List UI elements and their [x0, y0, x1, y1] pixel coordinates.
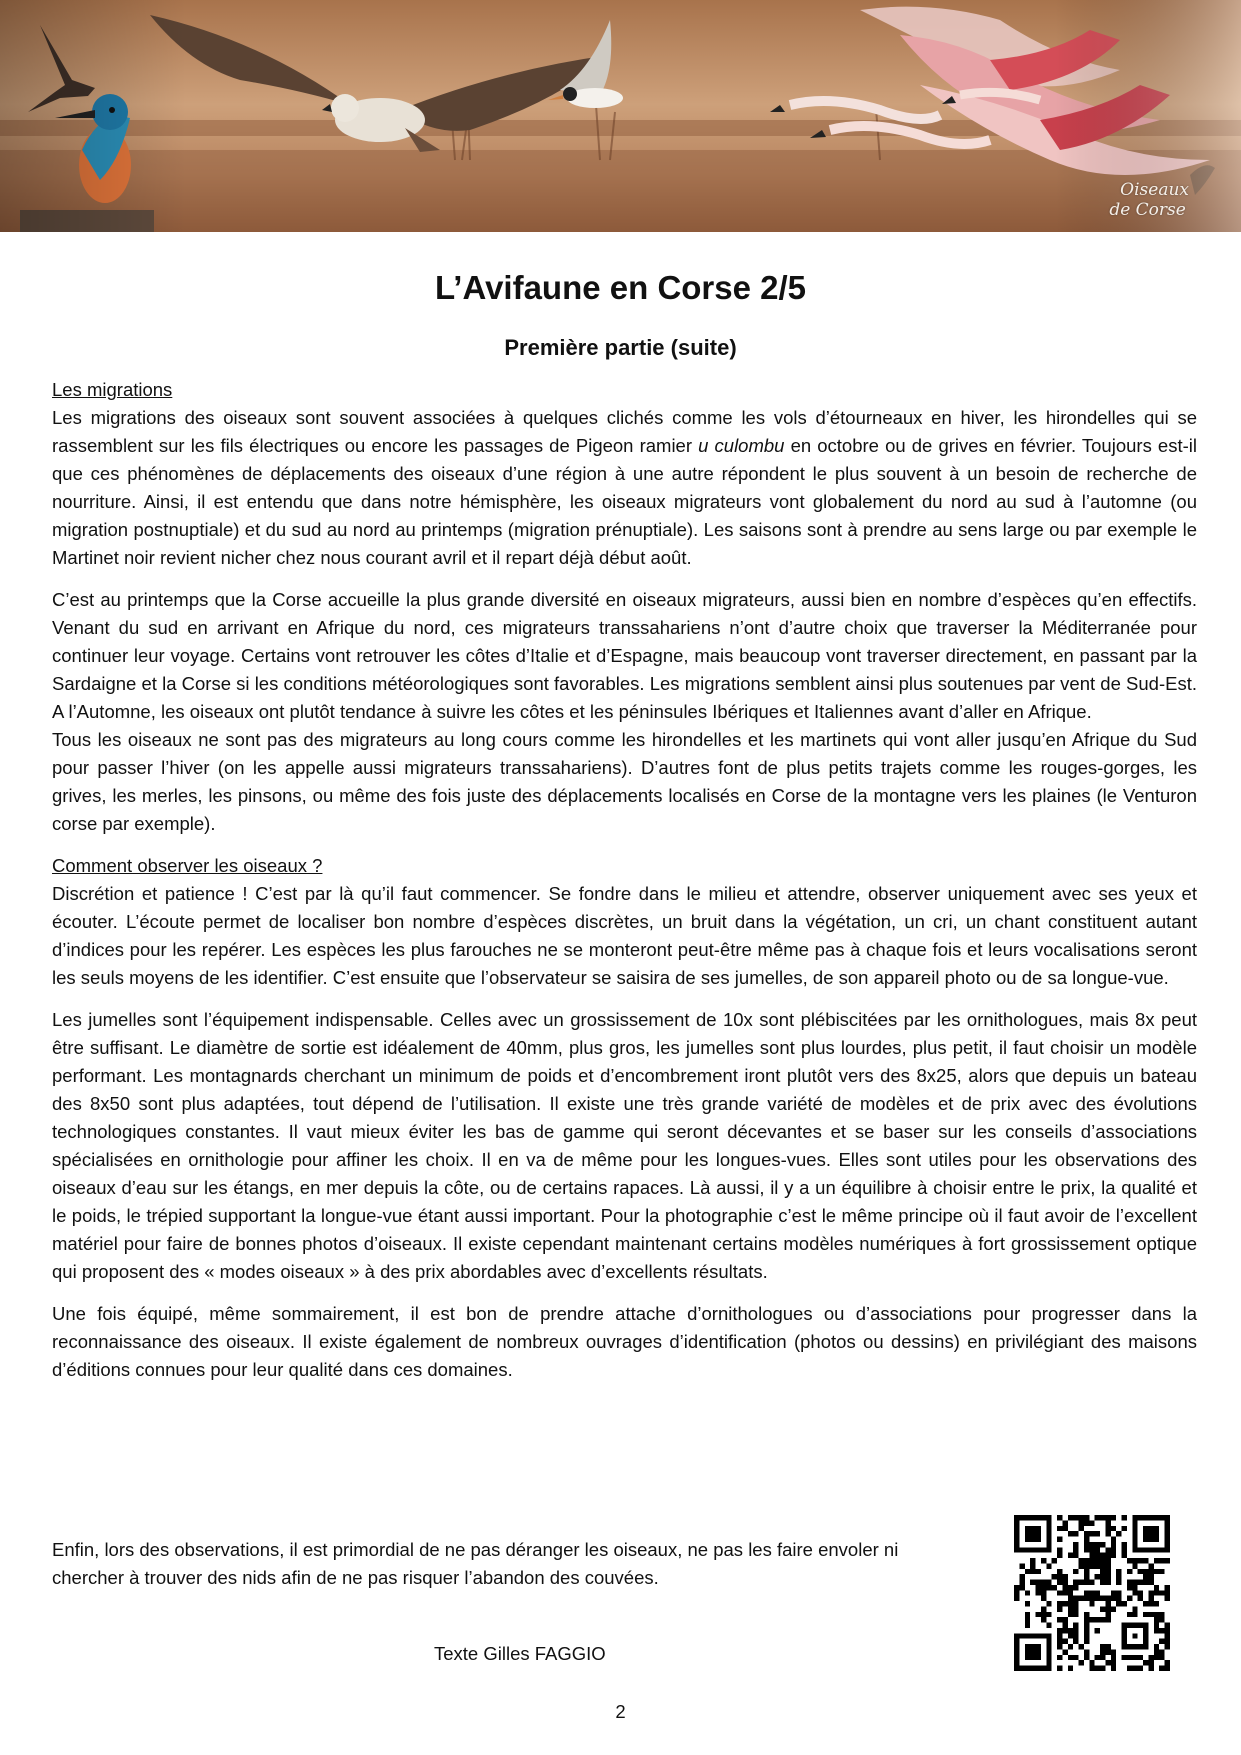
header-banner — [0, 0, 1241, 232]
p1-italic-term: u culombu — [698, 435, 785, 456]
paragraph-associations: Une fois équipé, même sommairement, il est bon de prendre attache d’ornithologues ou d’associations pour progresser dans la reconnaissance des oiseaux. Il existe également de nombreux ouvrages d’identification (photos ou dessins) en privilégiant des maisons d’éditions connues pour leur qualité dans ces domaines. — [52, 1303, 1197, 1380]
article-body — [52, 376, 1197, 1384]
page-number: 2 — [615, 1701, 626, 1722]
paragraph-observation-block — [52, 852, 1197, 992]
section-heading-observation: Comment observer les oiseaux ? — [52, 855, 323, 876]
article-title: L’Avifaune en Corse 2/5 — [434, 269, 807, 306]
oiseaux-de-corse-logo — [1109, 180, 1189, 220]
paragraph-discretion: Discrétion et patience ! C’est par là qu’il faut commencer. Se fondre dans le milieu et attendre, observer uniquement avec ses yeux et écouter. L’écoute permet de localiser bon nombre d’espèces discrètes, un bruit dans la végétation, un cri, un chant constituent autant d’indices pour les repérer. Les espèces les plus farouches ne se monteront peut-être même pas à chaque fois et leurs vocalisations seront les seuls moyens de les identifier. C’est ensuite que l’observateur se saisira de ses jumelles, de son appareil photo ou de sa longue-vue. — [52, 883, 1197, 988]
logo-line-2: de Corse — [1109, 200, 1186, 220]
banner-illustration — [0, 0, 1241, 232]
section-heading-migrations: Les migrations — [52, 379, 173, 400]
p1-text-start: Les migrations des oiseaux sont souvent associées à quelques clichés comme les vols d’étourneaux en hiver, les hirondelles qui se rassemblent sur les fils électriques ou encore les passages de Pigeon ramier — [52, 407, 1197, 456]
p1-text-end: en octobre ou de grives en février. Toujours est-il que ces phénomènes de déplacements des oiseaux d’une région à une autre répondent le plus souvent à un besoin de recherche de nourriture. Ainsi, il est entendu que dans notre hémisphère, les oiseaux migrateurs vont globalement du nord au sud à l’automne (ou migration postnuptiale) et du sud au nord au printemps (migration prénuptiale). Les saisons sont à prendre au sens large ou par exemple le Martinet noir revient nicher chez nous courant avril et il repart déjà début août. — [52, 435, 1197, 568]
paragraph-spring-migration: C’est au printemps que la Corse accueille la plus grande diversité en oiseaux migrateurs, aussi bien en nombre d’espèces qu’en effectifs. Venant du sud en arrivant en Afrique du nord, ces migrateurs transsahariens n’ont d’autre choix que traverser la Méditerranée pour continuer leur voyage. Certains vont retrouver les côtes d’Italie et d’Espagne, mais beaucoup vont traverser directement, en passant par la Sardaigne et la Corse si les conditions météorologiques sont favorables. Les migrations semblent ainsi plus soutenues par vent de Sud-Est. A l’Automne, les oiseaux ont plutôt tendance à suivre les côtes et les péninsules Ibériques et Italiennes avant d’aller en Afrique. — [52, 589, 1197, 722]
paragraph-do-not-disturb: Enfin, lors des observations, il est primordial de ne pas déranger les oiseaux, ne pas les faire envoler ni chercher à trouver des nids afin de ne pas risquer l’abandon des couvées. — [52, 1539, 899, 1588]
article-subtitle: Première partie (suite) — [504, 335, 737, 360]
logo-line-1: Oiseaux — [1120, 180, 1189, 200]
paragraph-binoculars: Les jumelles sont l’équipement indispensable. Celles avec un grossissement de 10x sont plébiscitées par les ornithologues, mais 8x peut être suffisant. Le diamètre de sortie est idéalement de 40mm, plus gros, les jumelles sont plus lourdes, plus petit, il faut choisir un modèle performant. Les montagnards cherchant un minimum de poids et d’encombrement iront plutôt vers des 8x25, alors que depuis un bateau des 8x50 sont plus adaptées, tout dépend de l’utilisation. Il existe une très grande variété de modèles et de prix avec des évolutions technologiques constantes. Il vaut mieux éviter les bas de gamme qui seront décevantes et se baser sur les conseils d’associations spécialisées en ornithologie pour affiner les choix. Il en va de même pour les longues-vues. Elles sont utiles pour les observations des oiseaux d’eau sur les étangs, en mer depuis la côte, ou de certains rapaces. Là aussi, il y a un équilibre à choisir entre le prix, la qualité et le poids, le trépied supportant la longue-vue étant aussi important. Pour la photographie c’est le même principe où il faut avoir de l’excellent matériel pour faire de bonnes photos d’oiseaux. Il existe cependant maintenant certains modèles numériques à fort grossissement optique qui proposent des « modes oiseaux » à des prix abordables avec d’excellents résultats. — [52, 1009, 1197, 1282]
qr-code-icon[interactable] — [1014, 1515, 1170, 1671]
author-credit: Texte Gilles FAGGIO — [434, 1643, 606, 1664]
paragraph-long-distance-migrants: Tous les oiseaux ne sont pas des migrateurs au long cours comme les hirondelles et les martinets qui vont aller jusqu’en Afrique du Sud pour passer l’hiver (on les appelle aussi migrateurs transsahariens). D’autres font de plus petits trajets comme les rouges-gorges, les grives, les merles, les pinsons, ou même des fois juste des déplacements localisés en Corse de la montagne vers les plaines (le Venturon corse par exemple). — [52, 729, 1197, 834]
paragraph-migrations-intro — [52, 404, 1197, 572]
